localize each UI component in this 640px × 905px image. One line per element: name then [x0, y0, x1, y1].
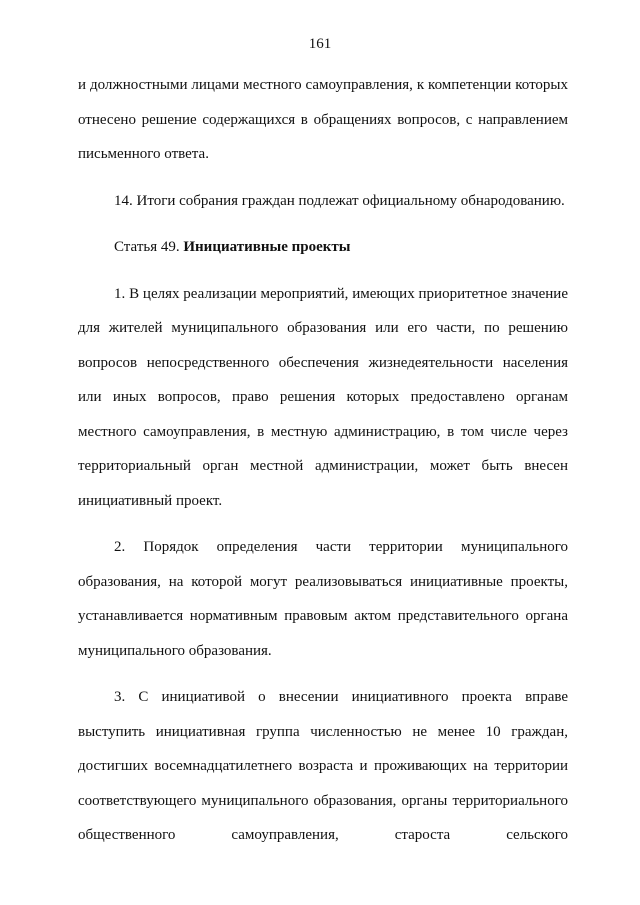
article-number: Статья 49.: [114, 239, 184, 255]
page-number: 161: [308, 36, 332, 52]
document-body: [78, 68, 568, 865]
article-item-1: 1. В целях реализации мероприятий, имеющих приоритетное значение для жителей муниципального образования или его части, по решению вопросов непосредственного обеспечения жизнедеятельности населения или иных вопросов, право решения которых предоставлено органам местного самоуправления, в местную администрацию, в том числе через территориальный орган местной администрации, может быть внесен инициативный проект.: [78, 285, 568, 509]
paragraph-item-14: 14. Итоги собрания граждан подлежат официальному обнародованию.: [114, 192, 565, 209]
article-heading: [78, 230, 568, 265]
article-item-3: 3. С инициативой о внесении инициативного проекта вправе выступить инициативная группа численностью не менее 10 граждан, достигших восемнадцатилетнего возраста и проживающих на территории соответствующего муниципального образования, органы территориального общественного самоуправления, староста сельского: [78, 689, 568, 843]
article-item-2: 2. Порядок определения части территории муниципального образования, на которой могут реализовываться инициативные проекты, устанавливается нормативным правовым актом представительного органа муниципального образования.: [78, 539, 568, 659]
paragraph-continuation: и должностными лицами местного самоуправления, к компетенции которых отнесено решение содержащихся в обращениях вопросов, с направлением письменного ответа.: [78, 77, 568, 162]
article-title: Инициативные проекты: [183, 239, 351, 255]
